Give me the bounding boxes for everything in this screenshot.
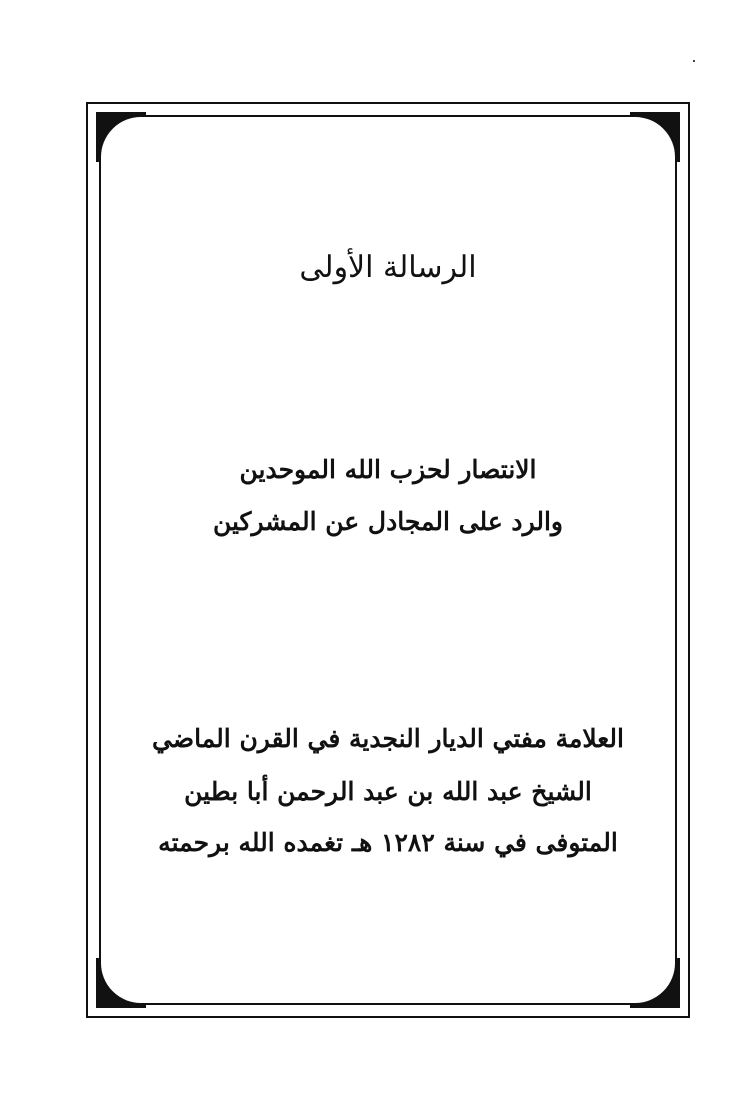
book-title-line-2: والرد على المجادل عن المشركين (212, 507, 563, 536)
author-line-3: المتوفى في سنة ١٢٨٢ هـ تغمده الله برحمته (158, 828, 618, 857)
author-line-2: الشيخ عبد الله بن عبد الرحمن أبا بطين (184, 777, 592, 806)
book-title-line-1: الانتصار لحزب الله الموحدين (239, 455, 537, 484)
author-line-1: العلامة مفتي الديار النجدية في القرن الماضي (152, 724, 624, 753)
page-heading: الرسالة الأولى (299, 250, 477, 285)
scan-speck (693, 60, 695, 62)
